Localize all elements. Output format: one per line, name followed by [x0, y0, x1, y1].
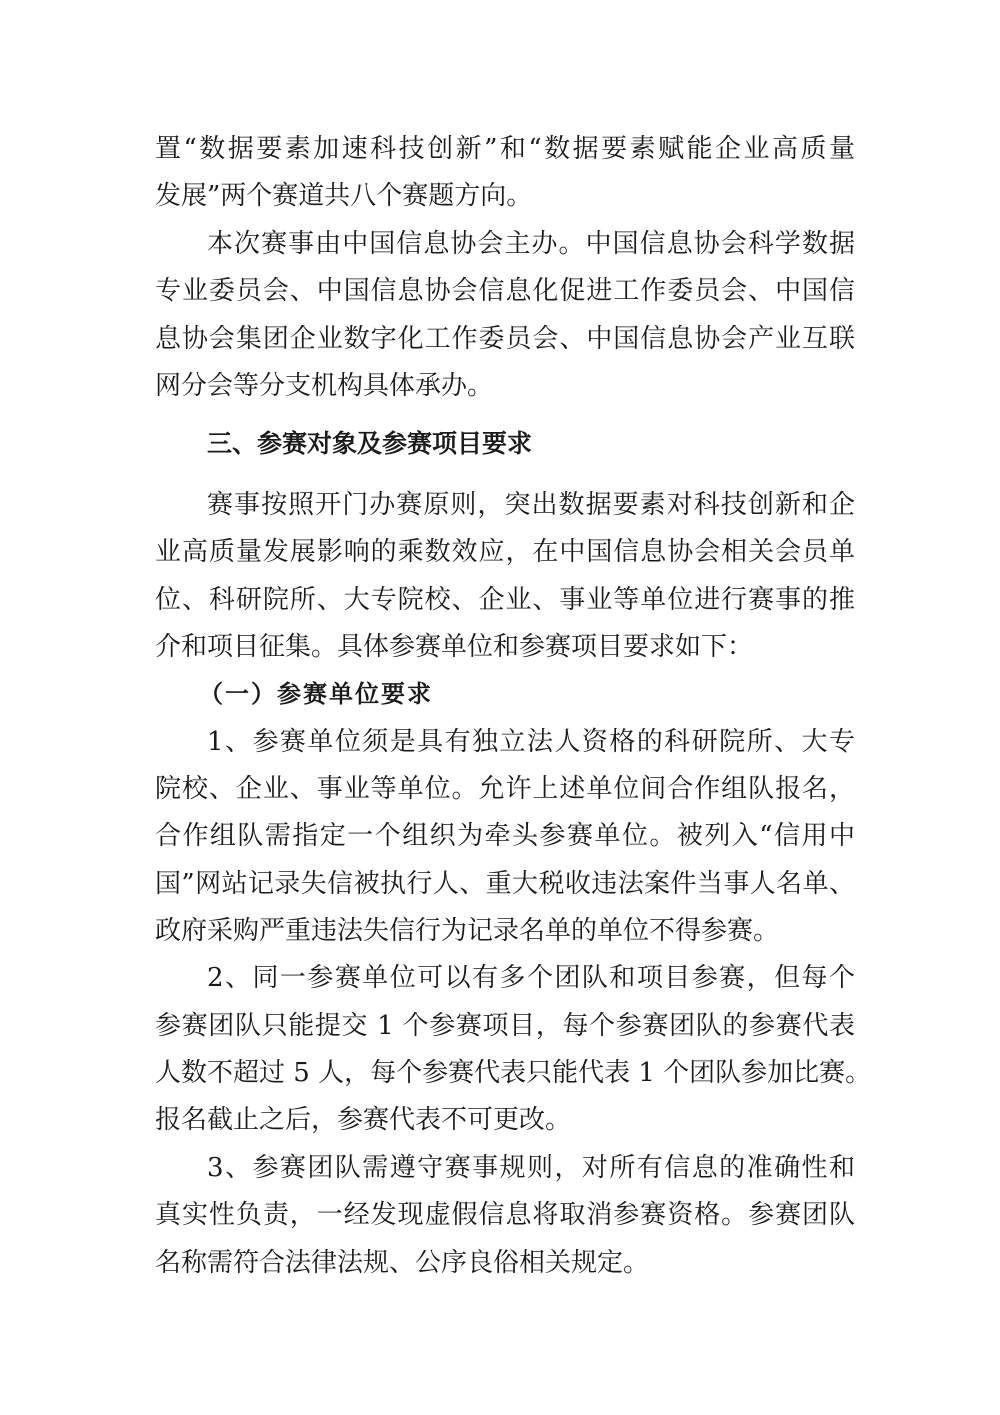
item-3-line-3: 名称需符合法律法规、公序良俗相关规定。 [155, 1248, 650, 1278]
paragraph-2-line-1: 本次赛事由中国信息协会主办。中国信息协会科学数据 [207, 229, 855, 259]
item-2-line-2: 参赛团队只能提交 1 个参赛项目，每个参赛团队的参赛代表 [155, 1011, 855, 1041]
item-1-line-3: 合作组队需指定一个组织为牵头参赛单位。被列入“信用中 [155, 821, 855, 851]
paragraph-3-line-4: 介和项目征集。具体参赛单位和参赛项目要求如下： [155, 632, 754, 662]
item-1-line-2: 院校、企业、事业等单位。允许上述单位间合作组队报名， [155, 774, 855, 804]
item-1-line-5: 政府采购严重违法失信行为记录名单的单位不得参赛。 [155, 916, 780, 946]
paragraph-2-line-2: 专业委员会、中国信息协会信息化促进工作委员会、中国信 [155, 276, 855, 306]
paragraph-1-line-1: 置“数据要素加速科技创新”和“数据要素赋能企业高质量 [155, 134, 855, 164]
item-3-line-1: 3、参赛团队需遵守赛事规则，对所有信息的准确性和 [207, 1153, 855, 1183]
paragraph-3-line-2: 业高质量发展影响的乘数效应，在中国信息协会相关会员单 [155, 537, 855, 567]
paragraph-1-line-2: 发展”两个赛道共八个赛题方向。 [155, 181, 533, 211]
paragraph-2-line-4: 网分会等分支机构具体承办。 [155, 371, 494, 401]
item-2-line-4: 报名截止之后，参赛代表不可更改。 [155, 1105, 572, 1135]
item-3-line-2: 真实性负责，一经发现虚假信息将取消参赛资格。参赛团队 [155, 1200, 855, 1230]
item-2-line-3: 人数不超过 5 人，每个参赛代表只能代表 1 个团队参加比赛。 [155, 1058, 872, 1088]
paragraph-3-line-1: 赛事按照开门办赛原则，突出数据要素对科技创新和企 [207, 490, 855, 520]
subsection-heading: （一）参赛单位要求 [199, 679, 433, 708]
item-1-line-4: 国”网站记录失信被执行人、重大税收违法案件当事人名单、 [155, 869, 855, 899]
section-heading: 三、参赛对象及参赛项目要求 [207, 429, 533, 458]
item-2-line-1: 2、同一参赛单位可以有多个团队和项目参赛，但每个 [207, 963, 855, 993]
item-1-line-1: 1、参赛单位须是具有独立法人资格的科研院所、大专 [207, 727, 855, 757]
paragraph-2-line-3: 息协会集团企业数字化工作委员会、中国信息协会产业互联 [155, 324, 855, 354]
paragraph-3-line-3: 位、科研院所、大专院校、企业、事业等单位进行赛事的推 [155, 585, 855, 615]
